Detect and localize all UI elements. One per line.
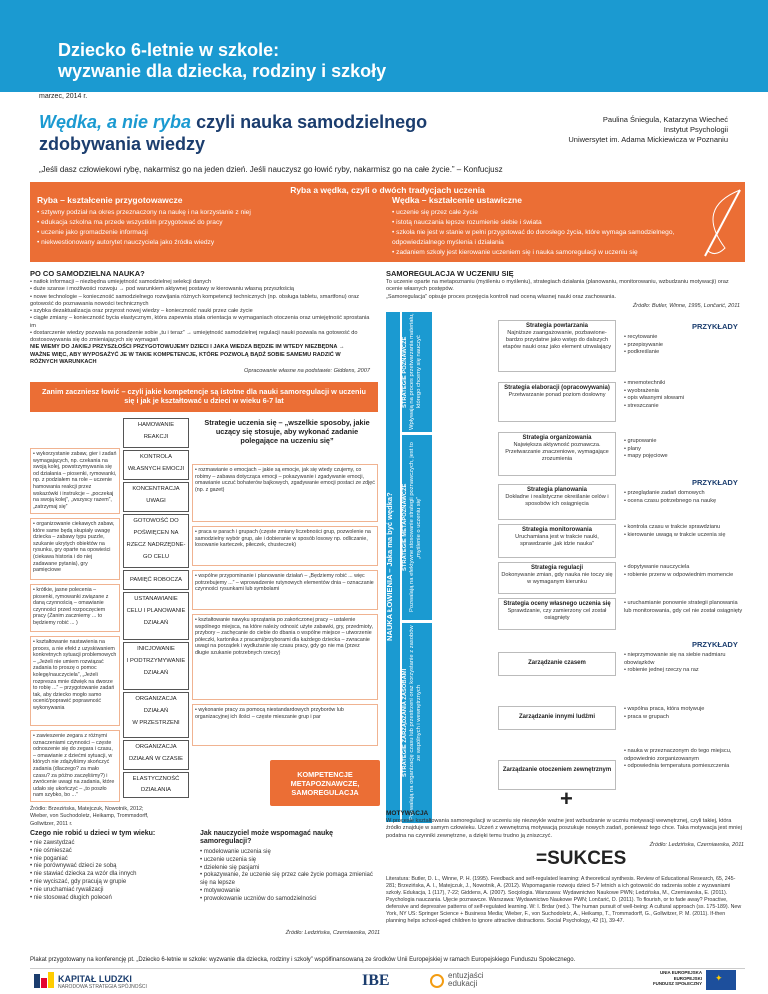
- habit-pill: USTANAWIANIE CELU I PLANOWANIE DZIAŁAŃ: [123, 592, 189, 640]
- motivation-heading: MOTYWACJA: [386, 810, 429, 817]
- habit-tips-box: • rozmawianie o emocjach – jakie są emocje, jak się wtedy czujemy, co robimy – zabawa dotycząca emocji – pokazywanie i zgadywanie emocji, omawianie uczuć bohaterów bajkowych, zgadywanie emocji postaci ze zdjęć (np. z gazet): [192, 464, 378, 522]
- examples-list: • nieprzymowanie się na siebie nadmiaru obowiązków • robienie jednej rzeczy na raz: [624, 652, 744, 675]
- examples-list: • dopytywanie nauczyciela • robienie przerw w odpowiednim momencie: [624, 564, 744, 579]
- examples-label: PRZYKŁADY: [692, 640, 738, 649]
- dont-list: • nie zawstydzać • nie ośmieszać • nie poganiać • nie porównywać dzieci ze sobą • nie stawiać dziecka za wzór dla innych • nie wyciszać, gdy pracują w grupie • nie uruchamiać rywalizacji • nie stosować długich poleceń: [30, 840, 190, 902]
- banner-title: [58, 40, 386, 82]
- strategy-box: Strategia powtarzania Najniższe zaangażowanie, pozbawione-bardzo przydatne jako wstęp do dalszych etapów nauki oraz jako element utrwalający: [498, 320, 616, 372]
- author-names: Paulina Śniegula, Katarzyna Wiecheć: [602, 115, 728, 124]
- habit-tips-box: • kształtowanie nastawienia na proces, a nie efekt z uzyskiwaniem konkretnych sytuacji problemowych – „Jeżeli nie umiem rozwiązać zadania to proszę o pomoc kolegę/nauczyciela”, „Jeżeli rozpresza mnie dźwięk na dworze to robię ...” – przygotowanie zadań tak, aby dziecko mogło samo ocenić/poprawić poprawność wykonywania: [30, 636, 120, 726]
- list-item: • edukacja szkolna ma przede wszystkim przygotować do pracy: [37, 218, 377, 228]
- habit-tips-box: • kształtowanie nawyku sprzątania po zakończonej pracy – ustalenie wspólnego miejsca, na które należy odnosić użyte zabawki, gry, przedmioty, przybory – zachęcanie do ciebie do dbania o wspólne miejsce – utworzenie półeczki, kartonika z pracami/przyborami dla każdego dziecka – zwracanie uwagi na porządek i wydłużanie się czasu pracy, gdy go nie ma (przez długie szukanie potrzebnych rzeczy): [192, 614, 378, 700]
- success-label: =SUKCES: [536, 848, 627, 869]
- motivation-text: W procesie kształtowania samoregulacji w uczeniu się niezwykle ważne jest wzbudzanie w uczniu motywacji wewnętrznej, czyli takiej, która źródło znajduje w samym człowieku. Uczeń z wewnętrzną motywacją poszukuje nowych zadań, poniewaź tego chce. Taka motywacja jest mniej podatna na czynniki zewnętrzne, a dzięki temu trudno ją zniszczyć.: [386, 818, 742, 839]
- habit-tips-box: • praca w parach i grupach (częste zmiany liczebności grup, pozwolenie na samodzielny wybór grup, ale i dobieranie w sposób losowy np. odliczanie, losowanie karteczek, piłeczek, chusteczek): [192, 526, 378, 566]
- authors: [568, 115, 728, 145]
- strategy-box: Zarządzanie otoczeniem zewnętrznym: [498, 760, 616, 790]
- habit-tips-box: • wykorzystanie zabaw, gier i zadań wymagających, np. czekania na swoją kolej, powstrzymywania się od działania – piosenki, rymowanki, np. z podziałem na role – uczenie hamowania reakcji przez wskazówki i instrukcje – „poczekaj na swoją kolej”, „wszyscy razem”, „zatrzymaj się”: [30, 448, 120, 514]
- vertical-main-label: NAUKA ŁOWIENIA – Jaka ma być wędka?: [386, 312, 400, 822]
- banner-title-line2: wyzwanie dla dziecka, rodziny i szkoły: [58, 61, 387, 81]
- list-item: • sztywny podział na okres przeznaczony na naukę i na korzystanie z niej: [37, 208, 377, 218]
- teacher-source: Źródło: Ledzińska, Czerniawska, 2011: [285, 930, 380, 936]
- list-item: • szkoła nie jest w stanie w pełni przygotować do dorosłego życia, które wymaga samodzielnego, odpowiedzialnego myślenia i działania: [392, 228, 692, 248]
- habit-pill: GOTOWOŚĆ DO POŚWIĘCEN NA RZECZ NADRZĘDNE- GO CELU: [123, 514, 189, 568]
- strategy-box: Strategia oceny własnego uczenia się Sprawdzanie, czy zamierzony cel został osiągnięty: [498, 598, 616, 630]
- why-caps: NIE WIEMY DO JAKIEJ PRZYSZŁOŚCI PRZYGOTOWUJEMY DZIECI I JAKA WIEDZA BĘDZIE IM WTEDY NIEZBĘDNA → WAŻNE WIĘC, ABY WYPOSAŻYĆ JE W TAKIE KOMPETENCJE, KTÓRE POZWOLĄ BĄDŹ SOBIE SAMEMU RADZIĆ W RÓŻNYCH WARUNKACH: [30, 344, 345, 365]
- strategy-box: Strategia planowania Dokładne i realistyczne określanie celów i sposobów ich osiągnięcia: [498, 484, 616, 520]
- habit-tips-box: • krótkie, jasne polecenia – piosenki, rymowanki związane z daną czynnością – omawianie czynności przed rozpoczęciem pracy (Zanim zaczniemy ... to będziemy robić ... ): [30, 584, 120, 632]
- examples-label: PRZYKŁADY: [692, 478, 738, 487]
- literature: Literatura: Butler, D. L., Winne, P. H. (1995). Feedback and self-regulated learning: A theoretical synthesis. Review of Educational Research, 65, 245-281; Brzezińska, A. I., Matejczuk, J., Nowotnik, A. (2012). Wspomaganie rozwoju dzieci 5-7 letnich a ich gotowość do radzenia sobie z wyzwaniami szkoły. Edukacja, 1 (117), 7-22; Giddens, A. (2007). Socjologia. Warszawa: Wydawnictwo Naukowe PWN; Ledzińska, M., Czerniawska, E. (2011). Psychologia nauczania. Ujęcie poznawcze. Warszawa: Wydawnictwo Naukowe PWN; Lončarić, D. (2011). To flourish, or to fade away? Proactive, defensive and depressive patterns of self-regulated learning. W: I. Brdar (red.). The human pursuit of well-being: A cultural approach (ss. 175-189). New York, NY US: Springer Science + Business Media; Wieber, F., von Suchodoletz, A., Heikamp, T., Trommsdorff, G., Gollwitzer, P. M. (2011). If-then planning helps school-aged children to ignore attractive distractions. Social Psychology, 42 (1), 39-47.: [386, 876, 742, 924]
- entuzjasci-logo: entuzjaści edukacji: [448, 971, 484, 988]
- samoreg-p2: „Samoregulacja” opisuje proces przejęcia kontroli nad oceną własnej nauki oraz zachowania.: [386, 294, 617, 300]
- strategy-box: Zarządzanie czasem: [498, 652, 616, 676]
- habits-source: Źródło: Brzezińska, Matejczuk, Nowotnik, 2012; Wieber, von Suchodoletz, Heikamp, Trommsdorff, Gollwitzer, 2011 r.: [30, 806, 149, 827]
- vertical-zas: STRATEGIE ZARZĄDZANIA ZASOBAMI Pozwalają na organizację czasu lub przestrzeni oraz korzystanie z zasobów ze wspólnych i wewnętrznych: [402, 623, 432, 823]
- dont-heading: Czego nie robić u dzieci w tym wieku:: [30, 830, 156, 837]
- header-banner: [0, 0, 768, 92]
- list-item: • zadaniem szkoły jest kierowanie uczeniem się i nauka samoregulacji w uczeniu się: [392, 248, 692, 258]
- vertical-meta: STRATEGIE METAPOZNAWCZE Pozwalają na efektywne stosowanie strategii poznawczych, jest to „myślenie o uczeniu się”: [402, 435, 432, 620]
- examples-list: • nauka w przeznaczonym do tego miejscu, odpowiednio zorganizowanym • odpowiednia temperatura pomieszczenia: [624, 748, 744, 771]
- eu-text: UNIA EUROPEJSKA EUROPEJSKI FUNDUSZ SPOŁECZNY: [652, 970, 702, 986]
- title-rest: czyli nauka samodzielnego: [191, 112, 428, 132]
- date: marzec, 2014 r.: [39, 93, 88, 100]
- band-left-list: [37, 208, 377, 248]
- list-item: • nowe technologie – konieczność samodzielnego rozwijania różnych kompetencji technicznych (np. obsługa tabletu, smartfonu) oraz gotowość do poznawania nowości technicznych: [30, 294, 375, 309]
- list-item: • duże szanse i możliwości rozwoju → pod warunkiem aktywnej postawy w kierowaniu własną przyszłością: [30, 286, 375, 293]
- strategy-box: Strategia monitorowania Uruchamiana jest w trakcie nauki, sprawdzanie „jak idzie nauka”: [498, 524, 616, 558]
- why-heading: PO CO SAMODZIELNA NAUKA?: [30, 269, 145, 278]
- page-title: [39, 111, 427, 155]
- list-item: • szybka dezaktualizacja oraz przyrost nowej wiedzy – konieczność nauki przez całe życie: [30, 308, 375, 315]
- quote: „Jeśli dasz człowiekowi rybę, nakarmisz go na jeden dzień. Jeśli nauczysz go łowić ryby, nakarmisz go na całe życie.” – Konfucjusz: [39, 165, 503, 174]
- habit-tips-box: • wspólne przypominanie i planowanie działań – „Będziemy robić ... więc potrzebujemy ...” – wprowadzenie rutynowych elementów dnia – oznaczanie czynności rysunkami lub symbolami: [192, 570, 378, 610]
- motivation-source: Źródło: Ledzińska, Czerniawska, 2011: [649, 842, 744, 848]
- list-item: • ciągłe zmiany – konieczność bycia elastycznym, która zapewnia stała orientacja w wymaganiach otoczenia oraz umiejętność sprostania im: [30, 315, 375, 330]
- ibe-logo: IBE: [362, 972, 390, 989]
- strategy-box: Strategia regulacji Dokonywanie zmian, gdy nauka nie toczy się w wymaganym kierunku: [498, 562, 616, 594]
- habit-pill: ELASTYCZNOŚĆ DZIAŁANIA: [123, 772, 189, 798]
- samoreg-heading: SAMOREGULACJA W UCZENIU SIĘ: [386, 269, 514, 278]
- habit-pill: HAMOWANIE REAKCJI: [123, 418, 189, 448]
- start-box: Zanim zaczniesz łowić – czyli jakie kompetencje są istotne dla nauki samoregulacji w uczeniu się i jak je kształtować u dzieci w wieku 6-7 lat: [30, 382, 378, 412]
- habit-pill: INICJOWANIE I PODTRZYMYWANIE DZIAŁAŃ: [123, 642, 189, 690]
- strategy-box: Strategia organizowania Największa aktywność poznawcza. Przetwarzanie znaczeniowe, wymagające zrozumienia: [498, 432, 616, 476]
- author-institute: Instytut Psychologii: [663, 125, 728, 134]
- eu-flag-icon: ✦: [706, 970, 736, 990]
- strategies-quote: Strategie uczenia się – „wszelkie sposoby, jakie uczący się stosuje, aby wykonać zadanie polegające na uczeniu się”: [204, 418, 370, 445]
- samoreg-p1: To uczenie oparte na metapoznaniu (myśleniu o myśleniu), strategiach działania (planowaniu, monitorowaniu, wzbudzaniu motywacji) oraz ocenie własnych postępów.: [386, 279, 729, 293]
- why-source: Opracowanie własne na podstawie: Giddens, 2007: [244, 368, 370, 374]
- examples-list: • recytowanie • przepisywanie • podkreślanie: [624, 334, 744, 357]
- footer-line: Plakat przygotowany na konferencję pt. „Dziecko 6-letnie w szkole: wyzwanie dla dziecka, rodziny i szkoły” współfinansowaną ze środków Unii Europejskiej w ramach Europejskiego Funduszu Społecznego.: [30, 957, 576, 963]
- comparison-band: [30, 182, 745, 262]
- band-left-heading: Ryba – kształcenie przygotowawcze: [37, 195, 183, 205]
- habit-pill: KONTROLA WŁASNYCH EMOCJI: [123, 450, 189, 480]
- list-item: • istotą nauczania lepsze rozumienie siebie i świata: [392, 218, 692, 228]
- strategy-box: Strategia elaboracji (opracowywania) Przetwarzanie ponad poziom dosłowny: [498, 382, 616, 422]
- examples-list: • wspólna praca, która motywuje • praca w grupach: [624, 706, 744, 721]
- teacher-list: • modelowanie uczenia się • uczenie uczenia się • dzielenie się pasjami • pokazywanie, że uczenie się przez całe życie pomaga zmieniać się na lepsze • motywowanie • prowokowanie uczniów do samodzielności: [200, 849, 380, 904]
- examples-list: • uruchamianie ponownie strategii planowania lub monitorowania, gdy cel nie został osiągnięty: [624, 600, 744, 615]
- band-title: Ryba a wędka, czyli o dwóch tradycjach uczenia: [290, 185, 485, 195]
- list-item: • uczenie się przez całe życie: [392, 208, 692, 218]
- title-line2: zdobywania wiedzy: [39, 134, 206, 154]
- strategy-box: Zarządzanie innymi ludźmi: [498, 706, 616, 730]
- banner-title-line1: Dziecko 6-letnie w szkole:: [58, 40, 280, 60]
- examples-list: • kontrola czasu w trakcie sprawdzianu • kierowanie uwagą w trakcie uczenia się: [624, 524, 744, 539]
- why-list: [30, 279, 375, 345]
- kapital-ludzki-logo-icon: [34, 972, 54, 990]
- vertical-poz: STRATEGIE POZNAWCZE Wpływają na proces przetwarzania materiału, którego chcemy się nauczyć: [402, 312, 432, 432]
- habit-tips-box: • zawieszenie zegara z różnymi oznaczeniami czynności – częste odnoszenie się do zegara i czasu, – omawianie z dziećmi sytuacji, w których nie zdążyliśmy skończyć zadania (dlaczego? za mało czasu? za późno zaczęliśmy?) i zwrócenie uwagi na zadania, które udało się ukończyć – „to poszło nam szybko, bo ...”: [30, 730, 120, 802]
- fishing-rod-icon: [685, 188, 743, 258]
- habit-pill: KONCENTRACJA UWAGI: [123, 482, 189, 512]
- teacher-heading: Jak nauczyciel może wspomagać naukę samoregulacji?: [200, 830, 334, 845]
- list-item: • natłok informacji – niezbędna umiejętność samodzielnej selekcji danych: [30, 279, 375, 286]
- band-right-heading: Wędka – kształcenie ustawiczne: [392, 195, 522, 205]
- title-italic: Wędka, a nie ryba: [39, 112, 192, 132]
- plus-sign: +: [560, 786, 573, 811]
- band-right-list: [392, 208, 692, 258]
- list-item: • dostarczenie wiedzy pozwala na poradzenie sobie „tu i teraz” → umiejętność samodzielnej regulacji nauki pozwala na gotowość do dostosowywania się do zmieniających się wymagań: [30, 330, 375, 345]
- entuzjasci-logo-icon: [430, 974, 444, 988]
- competences-box: KOMPETENCJE METAPOZNAWCZE, SAMOREGULACJA: [270, 760, 380, 806]
- habit-pill: ORGANIZACJA DZIAŁAŃ W PRZESTRZENI: [123, 692, 189, 738]
- list-item: • niekwestionowany autorytet nauczyciela jako źródła wiedzy: [37, 238, 377, 248]
- habit-pill: PAMIĘĆ ROBOCZA: [123, 570, 189, 590]
- habit-tips-box: • wykonanie pracy za pomocą niestandardowych przyborów lub organizacyjnej ich ilości – częste mieszanie grup i par: [192, 704, 378, 746]
- kl-sub: NARODOWA STRATEGIA SPÓJNOŚCI: [58, 984, 147, 990]
- samoreg-source: Źródło: Butler, Winne, 1995, Lončarić, 2011: [632, 303, 740, 309]
- examples-list: • mnemotechniki • wyobrażenia • opis własnymi słowami • streszczanie: [624, 380, 744, 410]
- examples-list: • grupowanie • plany • mapy pojęciowe: [624, 438, 744, 461]
- examples-label: PRZYKŁADY: [692, 322, 738, 331]
- author-university: Uniwersytet im. Adama Mickiewicza w Poznaniu: [568, 135, 728, 144]
- habit-pill: ORGANIZACJA DZIAŁAŃ W CZASIE: [123, 740, 189, 770]
- habit-tips-box: • organizowanie ciekawych zabaw, które same będą skupiały uwagę dziecka – zabawy typu puzzle, szukanie ukrytych obiektów na rysunku, gry oparte na opowieści (ciekawa historia i do niej zadawane pytania), gry pamięciowe: [30, 518, 120, 580]
- list-item: • uczenie jako gromadzenie informacji: [37, 228, 377, 238]
- kl-title: KAPITAŁ LUDZKI: [58, 974, 132, 984]
- footer-divider: [30, 968, 745, 969]
- examples-list: • przeglądanie zadań domowych • ocena czasu potrzebnego na naukę: [624, 490, 744, 505]
